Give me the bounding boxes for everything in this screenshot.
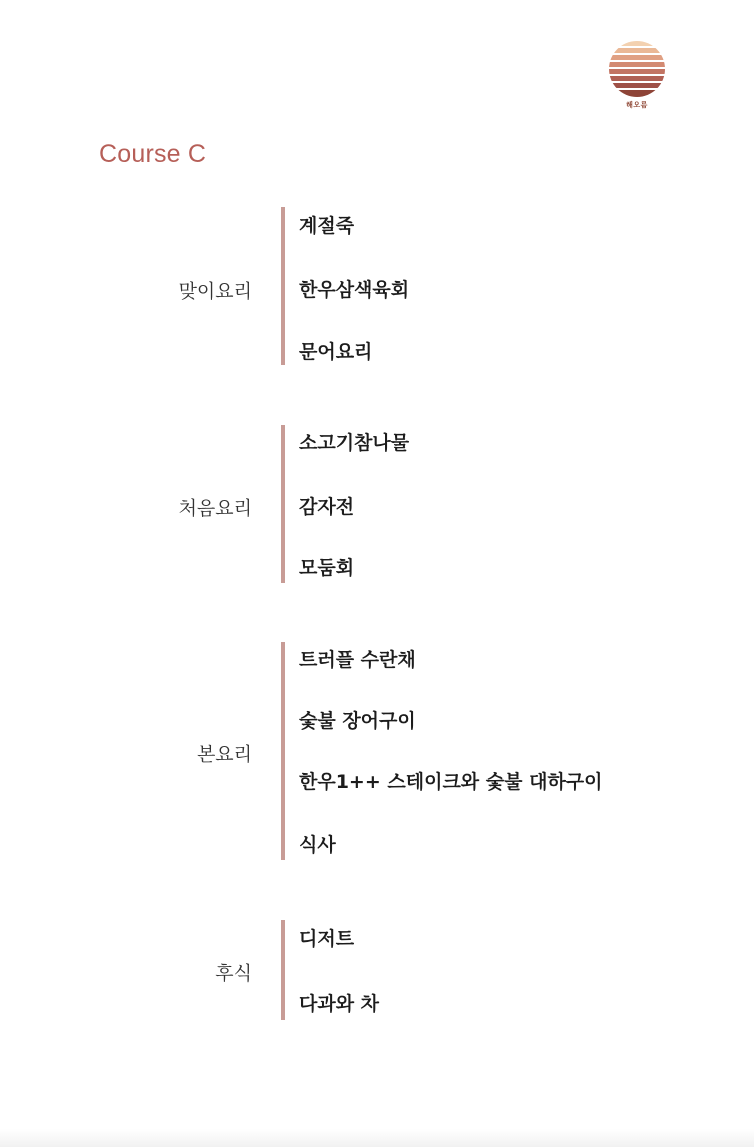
menu-item: 다과와 차: [299, 993, 380, 1015]
section-divider: [281, 642, 285, 860]
section-divider: [281, 207, 285, 365]
menu-item: 트러플 수란채: [299, 649, 416, 671]
section-name: 맞이요리: [178, 280, 252, 303]
menu-item: 한우삼색육회: [299, 279, 410, 301]
menu-item: 숯불 장어구이: [299, 710, 416, 732]
section-divider: [281, 425, 285, 583]
menu-item: 디저트: [299, 928, 355, 950]
logo-text: 해오름: [626, 101, 648, 109]
section-divider: [281, 920, 285, 1020]
menu-item: 모둠회: [299, 557, 355, 579]
menu-item: 계절죽: [299, 215, 355, 237]
menu-item: 소고기참나물: [299, 432, 410, 454]
menu-item: 문어요리: [299, 341, 373, 363]
sunrise-logo-icon: [608, 40, 666, 98]
section-name: 후식: [215, 962, 252, 985]
menu-item: 감자전: [299, 496, 355, 518]
section-name: 본요리: [196, 743, 252, 766]
section-name: 처음요리: [178, 497, 252, 520]
menu-item: 한우1++ 스테이크와 숯불 대하구이: [299, 771, 603, 793]
menu-item: 식사: [299, 834, 336, 856]
brand-logo: [607, 40, 667, 116]
page-bottom-edge: [0, 1129, 754, 1147]
course-title: Course C: [99, 140, 207, 168]
